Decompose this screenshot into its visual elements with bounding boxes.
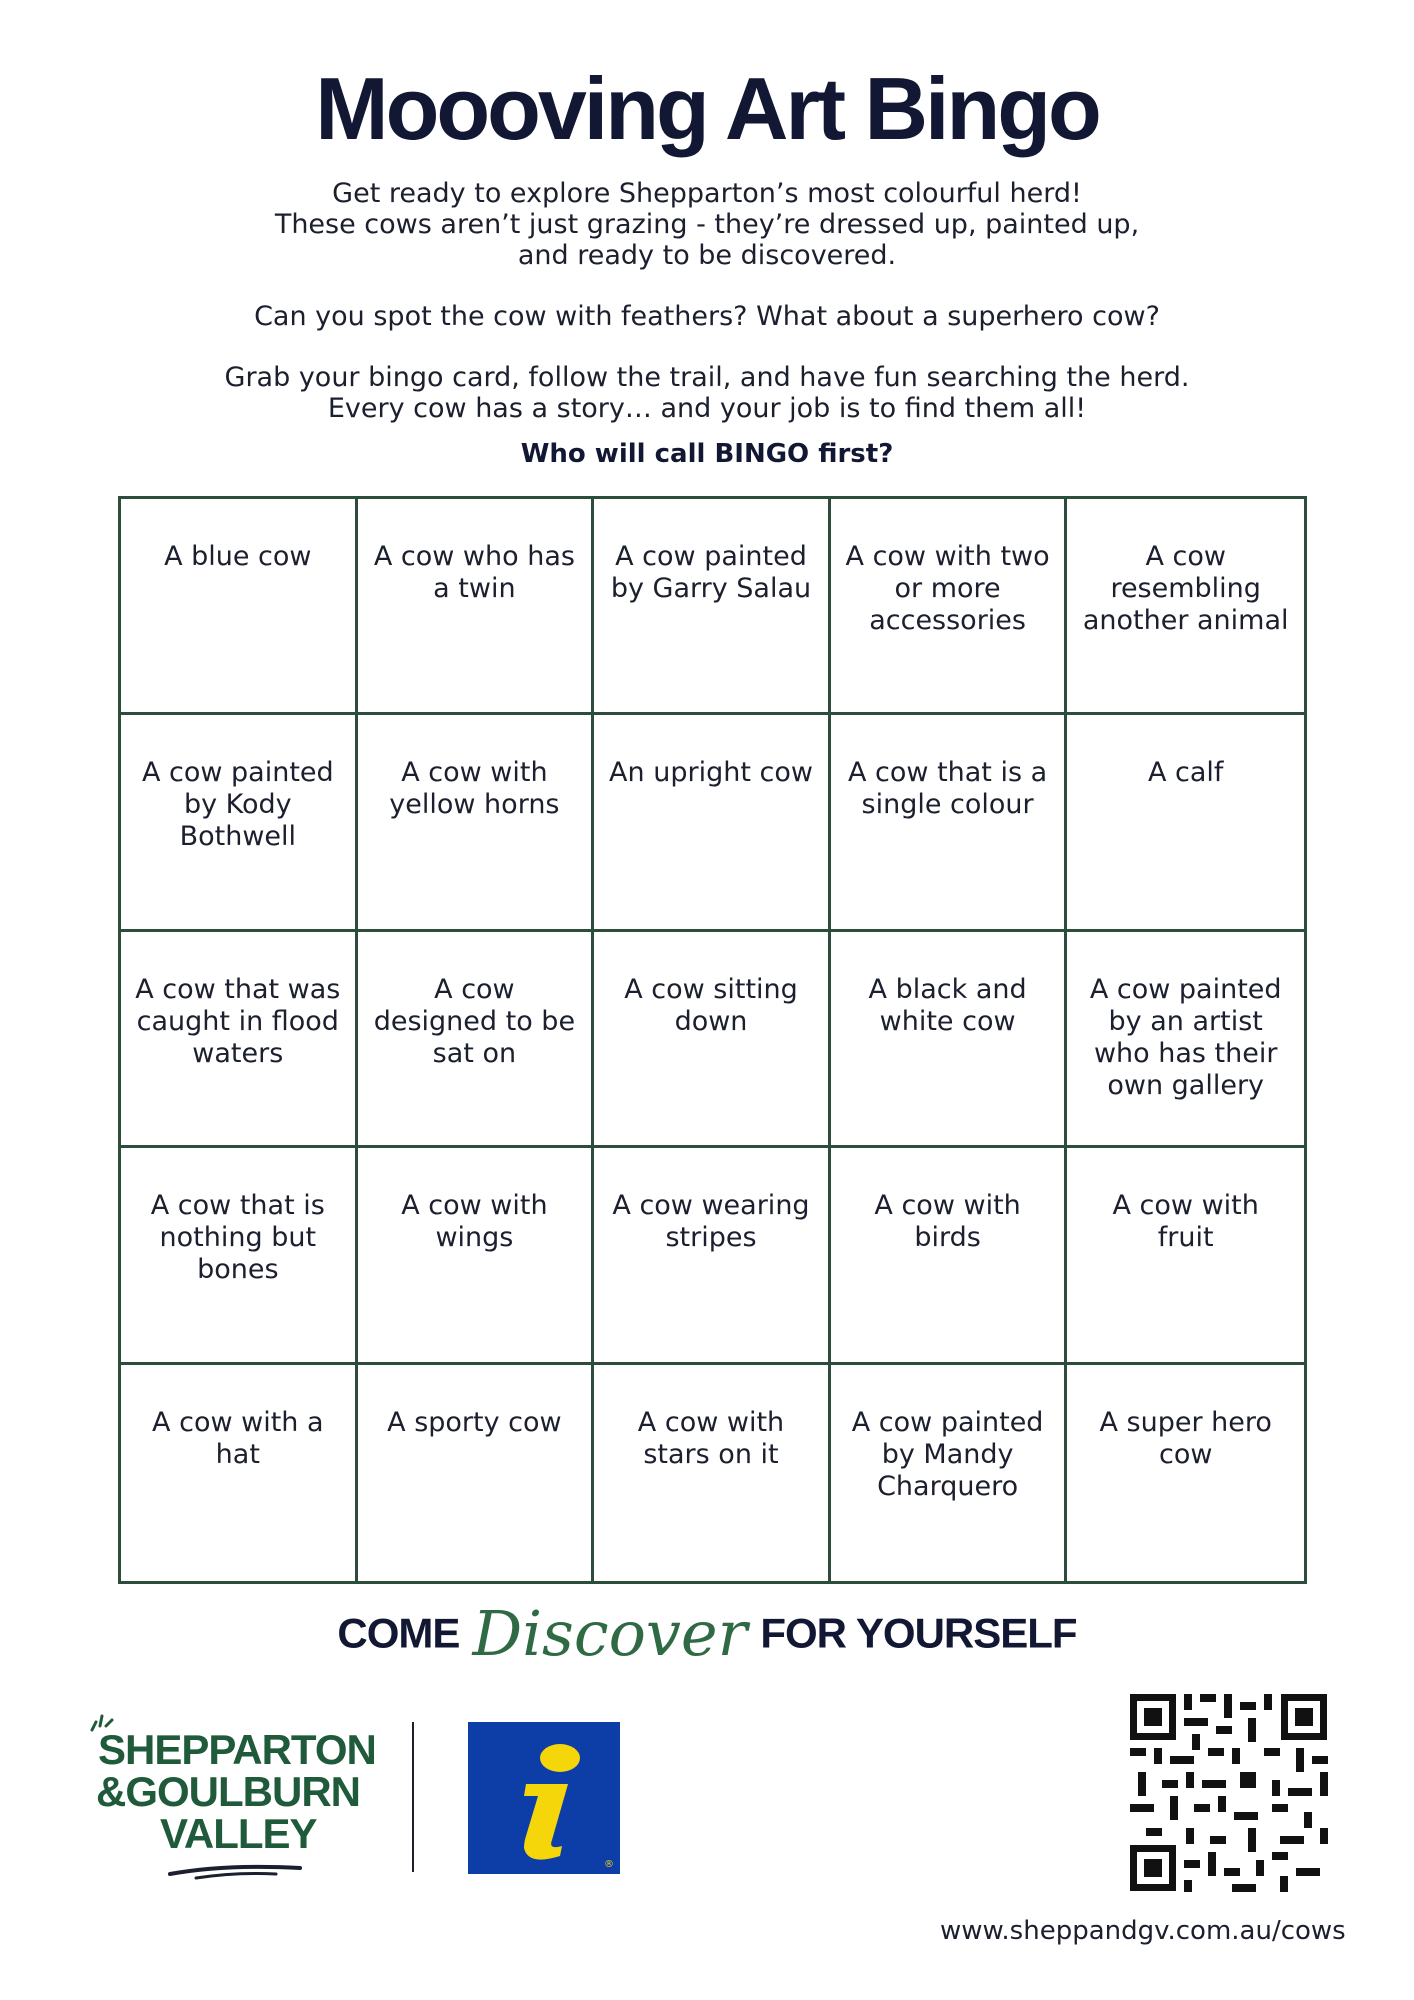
intro-line: Every cow has a story… and your job is to find them all! [327, 393, 1087, 424]
bingo-cell[interactable]: A cow painted by Kody Bothwell [121, 715, 358, 931]
bingo-cell[interactable]: A cow that is nothing but bones [121, 1148, 358, 1364]
bingo-cell[interactable]: A cow designed to be sat on [358, 932, 595, 1148]
bingo-grid [118, 496, 1307, 1584]
bingo-cell[interactable]: A cow painted by Garry Salau [594, 499, 831, 715]
bingo-cell[interactable]: A cow who has a twin [358, 499, 595, 715]
logo-line-2: &GOULBURN [96, 1768, 360, 1815]
bingo-cell[interactable]: A cow with a hat [121, 1365, 358, 1581]
bingo-cell[interactable]: A cow painted by an artist who has their own gallery [1067, 932, 1304, 1148]
logo-divider [412, 1722, 414, 1872]
bingo-cell[interactable]: A black and white cow [831, 932, 1068, 1148]
bingo-cell[interactable]: A cow with stars on it [594, 1365, 831, 1581]
intro-text [157, 178, 1257, 424]
bingo-cell[interactable]: A sporty cow [358, 1365, 595, 1581]
page-title: Moooving Art Bingo [315, 59, 1099, 158]
bingo-cell[interactable]: A blue cow [121, 499, 358, 715]
intro-line: These cows aren’t just grazing - they’re dressed up, painted up, [274, 209, 1140, 240]
intro-line: Grab your bingo card, follow the trail, and have fun searching the herd. [224, 362, 1190, 393]
qr-code-icon[interactable] [1126, 1690, 1331, 1895]
swoosh-icon [166, 1860, 306, 1880]
info-i-icon [468, 1722, 620, 1874]
logo-line-1: SHEPPARTON [98, 1726, 376, 1773]
visitor-info-logo[interactable] [468, 1722, 620, 1874]
tagline-come: COME [337, 1609, 460, 1657]
bingo-cell[interactable]: A cow that is a single colour [831, 715, 1068, 931]
shepparton-goulburn-valley-logo[interactable] [86, 1712, 376, 1882]
bingo-cell[interactable]: A cow wearing stripes [594, 1148, 831, 1364]
bingo-cell[interactable]: A cow sitting down [594, 932, 831, 1148]
call-to-action: Who will call BINGO first? [520, 439, 894, 469]
bingo-cell[interactable]: A cow that was caught in flood waters [121, 932, 358, 1148]
intro-line: Can you spot the cow with feathers? What about a superhero cow? [254, 301, 1160, 332]
tagline-discover: Discover [472, 1597, 748, 1670]
bingo-cell[interactable]: A cow painted by Mandy Charquero [831, 1365, 1068, 1581]
registered-mark: ® [604, 1859, 614, 1870]
tagline-for-yourself: FOR YOURSELF [760, 1609, 1077, 1657]
bingo-cell[interactable]: A super hero cow [1099, 1406, 1272, 1470]
bingo-cell[interactable]: An upright cow [594, 715, 831, 931]
bingo-cell[interactable]: A cow with wings [358, 1148, 595, 1364]
bingo-cell[interactable]: A calf [1067, 715, 1304, 931]
bingo-cell[interactable]: A cow with birds [831, 1148, 1068, 1364]
intro-line: Get ready to explore Shepparton’s most colourful herd! [332, 178, 1082, 209]
intro-line: and ready to be discovered. [517, 240, 897, 271]
logo-line-3: VALLEY [160, 1810, 317, 1857]
tagline [0, 1597, 1414, 1670]
bingo-cell[interactable]: A cow resembling another animal [1067, 499, 1304, 715]
website-link[interactable]: www.sheppandgv.com.au/cows [940, 1916, 1346, 1946]
bingo-cell[interactable]: A cow with fruit [1067, 1148, 1304, 1364]
bingo-cell[interactable]: A cow with yellow horns [358, 715, 595, 931]
bingo-cell[interactable]: A cow with two or more accessories [831, 499, 1068, 715]
